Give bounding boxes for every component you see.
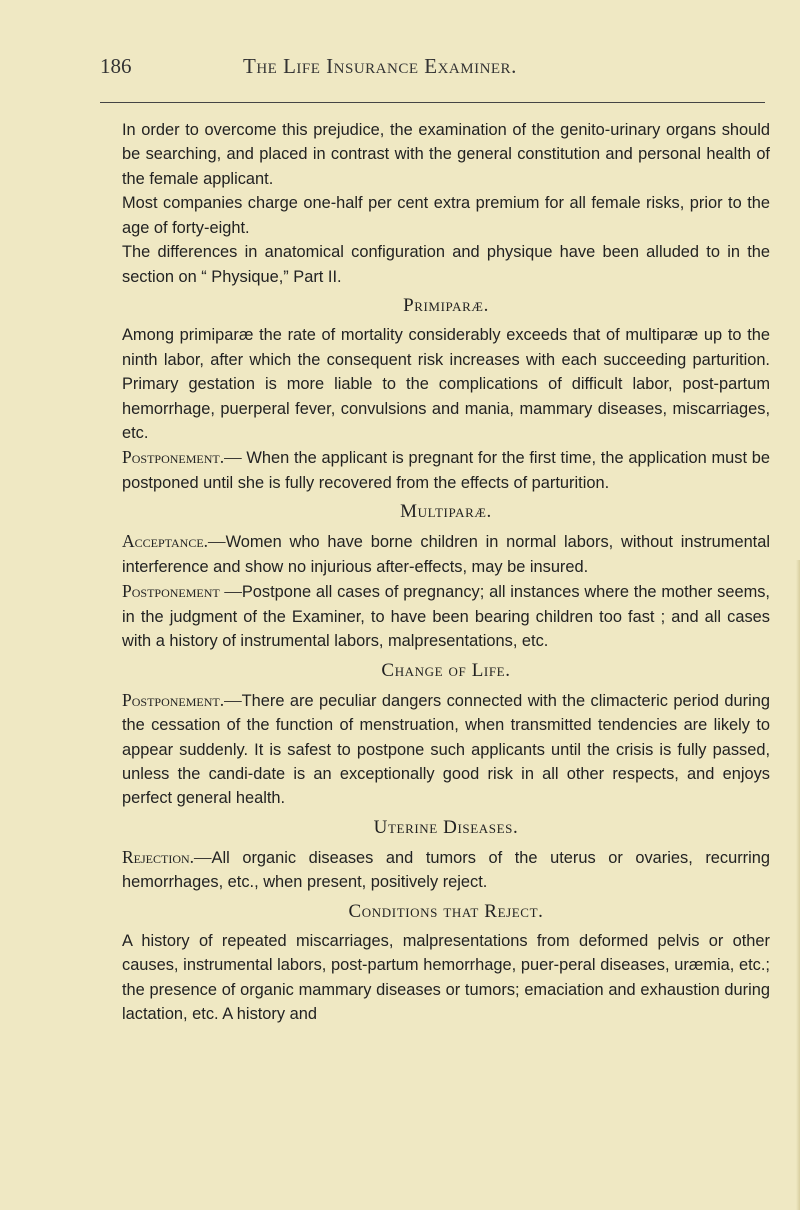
running-title: The Life Insurance Examiner. [243,54,517,78]
paragraph-lead: Postponement.— [122,689,242,710]
paragraph-text: The differences in anatomical configuration and physique have been alluded to in the section on “ Physique,” Part II. [122,243,770,286]
paragraph [122,529,770,579]
paragraph [122,445,770,495]
paragraph-text: Among primiparæ the rate of mortality considerably exceeds that of multiparæ up to the ninth labor, after which the consequent risk increases with each succeeding parturition. Primary gestation is more liable to the complications of difficult labor, post-partum hemorrhage, puerperal fever, convulsions and mania, mammary diseases, miscarriages, etc. [122,326,770,442]
paragraph-text: In order to overcome this prejudice, the examination of the genito-urinary organs should be searching, and placed in contrast with the general constitution and personal health of the female applicant. [122,121,770,188]
paragraph-text: A history of repeated miscarriages, malpresentations from deformed pelvis or other causes, instrumental labors, post-partum hemorrhage, puer-peral diseases, uræmia, etc.; the presence of organic mammary diseases or tumors; emaciation and exhaustion during lactation, etc. A history and [122,931,770,1024]
paragraph [122,240,770,289]
paragraph-text: All organic diseases and tumors of the uterus or ovaries, recurring hemorrhages, etc., when present, positively reject. [122,848,770,892]
header-rule [100,102,765,103]
paragraph-text: Most companies charge one-half per cent extra premium for all female risks, prior to the age of forty-eight. [122,194,770,237]
section-heading: Primiparæ. [403,295,489,317]
paragraph-lead: Postponement.— [122,447,242,468]
paragraph-text: There are peculiar dangers connected with the climacteric period during the cessation of the function of menstruation, when transmitted tendencies are likely to appear suddenly. It is safest to postpone such applicants until the crisis is fully passed, unless the candi-date is an exceptionally good risk in all other respects, and enjoys perfect general health. [122,691,770,808]
paragraph [122,688,770,811]
paragraph-text: When the applicant is pregnant for the first time, the application must be postponed until she is fully recovered from the effects of parturition. [122,449,770,492]
paragraph-text: Women who have borne children in normal labors, without instrumental interference and show no injurious after-effects, may be insured. [122,533,770,576]
section-heading: Change of Life. [381,659,511,681]
paragraph-text: Postpone all cases of pregnancy; all instances where the mother seems, in the judgment of the Examiner, to have been bearing children too fast ; and all cases with a history of instrumental labors, malpresentations, etc. [122,583,770,651]
paragraph-lead: Postponement — [122,581,242,602]
section-heading: Multiparæ. [400,501,492,523]
paragraph [122,929,770,1027]
section-heading: Uterine Diseases. [373,816,519,838]
paragraph-lead: Acceptance.— [122,531,226,552]
paragraph [122,191,770,240]
page-edge-shadow [796,560,800,1210]
paragraph [122,118,770,191]
page-body [122,118,770,1027]
section-heading: Conditions that Reject. [348,900,544,922]
paragraph [122,579,770,653]
paragraph [122,323,770,445]
paragraph [122,845,770,895]
page-number: 186 [100,54,132,78]
paragraph-lead: Rejection.— [122,846,212,867]
